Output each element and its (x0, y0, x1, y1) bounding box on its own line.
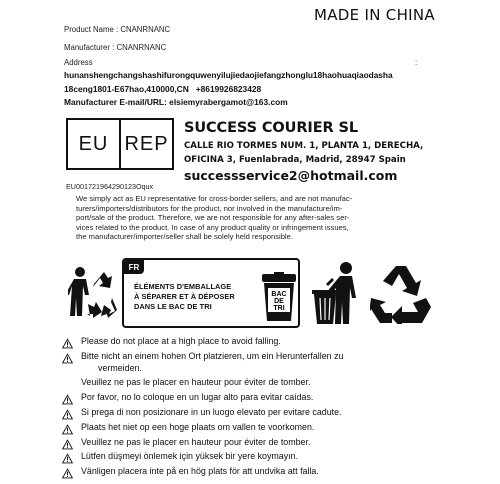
warning-triangle-icon (62, 407, 73, 418)
warning-text: Plaats het niet op een hoge plaats om vallen te voorkomen. (81, 421, 315, 432)
eu-rep-badge-rep: REP (119, 120, 172, 168)
warning-triangle-icon (62, 351, 73, 362)
sorting-line-1: ÉLÉMENTS D'EMBALLAGE (134, 282, 232, 291)
warning-item (62, 437, 310, 449)
tidy-man-icon (306, 260, 366, 326)
warning-text: Por favor, no lo coloque en un lugar alto para evitar caídas. (81, 392, 314, 403)
recycle-icon (370, 260, 434, 324)
made-in-label: MADE IN CHINA (314, 6, 435, 24)
warning-text: Veuillez ne pas le placer en hauteur pour éviter de tomber. (81, 377, 311, 388)
sorting-line-2: À SÉPARER ET À DÉPOSER (134, 292, 235, 301)
disclaimer-line: vices related to the product. In case of any product quality or infringement issues, (76, 222, 349, 232)
sorting-line-3: DANS LE BAC DE TRI (134, 302, 212, 311)
recycling-symbols (68, 258, 434, 330)
fr-badge: FR (124, 260, 144, 274)
address-label: Address (64, 58, 93, 67)
disclaimer (76, 194, 428, 242)
manufacturer-label: Manufacturer : (64, 43, 115, 52)
warning-text-continued: vermeiden. (98, 362, 142, 373)
product-name-label: Product Name : (64, 25, 119, 34)
bin-label-2: DE (274, 298, 284, 305)
warning-text: Si prega di non posizionare in un luogo elevato per evitare cadute. (81, 407, 342, 417)
eu-rep-company: SUCCESS COURIER SL (184, 120, 358, 136)
warning-triangle-icon (62, 466, 73, 477)
warning-text: Vänligen placera inte på en hög plats för att undvika att falla. (81, 466, 319, 477)
warning-text: Please do not place at a high place to avoid falling. (81, 336, 281, 346)
bin-label-1: BAC (271, 291, 287, 298)
eu-rep-street: CALLE RIO TORMES NUM. 1, PLANTA 1, DERECHA, (184, 141, 424, 151)
product-name-line (64, 25, 170, 34)
manufacturer-line (64, 43, 166, 52)
manufacturer-email-label: Manufacturer E-mail/URL: (64, 97, 167, 107)
address-line-2: 18ceng1801-E67hao,410000,CN +8619926823428 (64, 84, 262, 94)
french-sorting-panel (122, 258, 300, 328)
eu-rep-badge-eu: EU (78, 132, 109, 155)
warning-item (62, 407, 342, 419)
warning-triangle-icon (62, 451, 73, 462)
warning-item (62, 451, 298, 463)
manufacturer-email-line (64, 97, 288, 107)
manufacturer-value: CNANRNANC (116, 43, 167, 52)
disclaimer-line: the manufacturer/importer/seller shall be solely held responsible. (76, 232, 293, 242)
warning-item (62, 466, 319, 478)
disclaimer-line: We simply act as EU representative for cross-border sellers, and are not manufac- (76, 194, 353, 203)
disclaimer-line: turers/importers/distributors for the product, nor involved in the manufacture/im- (76, 203, 343, 213)
eu-rep-city: OFICINA 3, Fuenlabrada, Madrid, 28947 Spain (184, 155, 406, 165)
eu-rep-email: successservice2@hotmail.com (184, 168, 398, 183)
warning-text: Bitte nicht an einem hohen Ort platzieren, um ein Herunterfallen zu (81, 350, 344, 361)
warning-text: Lütfen düşmeyi önlemek için yüksek bir yere koymayın. (81, 451, 299, 462)
warning-item (62, 422, 314, 434)
warning-triangle-icon (62, 437, 73, 448)
address-colon: : (415, 58, 418, 67)
warning-triangle-icon (62, 392, 73, 403)
eu-rep-code: EU001721964290123Oqux (66, 182, 154, 191)
disclaimer-line: port/sale of the product. Therefore, we are not responsible for any after-sales ser- (76, 213, 350, 223)
warning-triangle-icon (62, 422, 73, 433)
manufacturer-email-value: elsiemyrabergamot@163.com (169, 97, 288, 107)
sorting-bin-icon (260, 272, 298, 324)
triman-icon (68, 258, 118, 328)
warning-item (62, 392, 313, 404)
product-name-value: CNANRNANC (120, 25, 171, 34)
warning-triangle-icon (62, 336, 73, 347)
warning-item (62, 336, 281, 348)
address-line-1: hunanshengchangshashifurongquwenyilujiedaojiefangzhonglu18haohuaqiaodasha (64, 70, 393, 80)
bin-label-3: TRI (273, 305, 285, 312)
warning-item (81, 377, 310, 389)
warning-text: Veuillez ne pas le placer en hauteur pour éviter de tomber. (81, 436, 311, 447)
eu-rep-badge (66, 118, 174, 170)
warning-item (62, 351, 343, 363)
sorting-instructions (134, 282, 235, 312)
